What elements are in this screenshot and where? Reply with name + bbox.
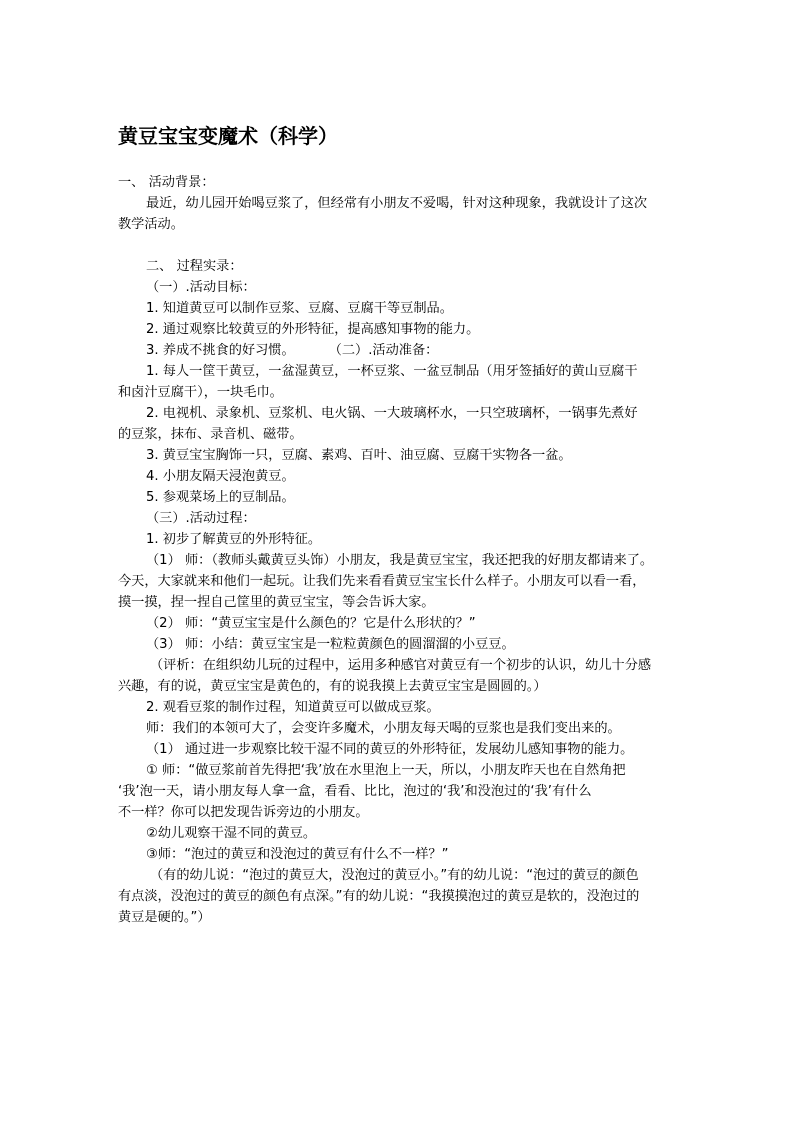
paragraph-line: ②幼儿观察干湿不同的黄豆。: [146, 826, 317, 841]
list-item: 3. 养成不挑食的好习惯。: [146, 343, 295, 358]
paragraph-line: （有的幼儿说：“泡过的黄豆大，没泡过的黄豆小。”有的幼儿说：“泡过的黄豆的颜色: [150, 868, 639, 883]
list-item: 1. 知道黄豆可以制作豆浆、豆腐、豆腐干等豆制品。: [146, 301, 453, 316]
subsection-heading-goals: （一）.活动目标：: [146, 280, 256, 295]
paragraph-line: ① 师：“做豆浆前首先得把‘我’放在水里泡上一天，所以，小朋友昨天也在自然角把: [146, 763, 626, 778]
paragraph-line: （2） 师：“黄豆宝宝是什么颜色的？它是什么形状的？”: [146, 616, 476, 631]
paragraph-line: 最近，幼儿园开始喝豆浆了，但经常有小朋友不爱喝，针对这种现象，我就设计了这次: [146, 196, 648, 211]
list-item: 2. 电视机、录象机、豆浆机、电火锅、一大玻璃杯水，一只空玻璃杯，一锅事先煮好: [146, 406, 638, 421]
list-item-with-heading: [118, 340, 680, 361]
subsection-heading-preparation: （二）.活动准备：: [328, 343, 439, 358]
paragraph-line: 不一样？你可以把发现告诉旁边的小朋友。: [118, 805, 369, 820]
list-item: 5. 参观菜场上的豆制品。: [146, 490, 295, 505]
paragraph-line: 有点淡，没泡过的黄豆的颜色有点深。”有的幼儿说：“我摸摸泡过的黄豆是软的，没泡过的: [118, 889, 640, 904]
section-heading-background: 一、 活动背景：: [118, 175, 215, 190]
paragraph-line: （1） 师：（教师头戴黄豆头饰）小朋友，我是黄豆宝宝，我还把我的好朋友都请来了。: [146, 553, 654, 568]
list-item: 4. 小朋友隔天浸泡黄豆。: [146, 469, 295, 484]
paragraph-line: （3） 师：小结：黄豆宝宝是一粒粒黄颜色的圆溜溜的小豆豆。: [146, 637, 515, 652]
paragraph-line: 教学活动。: [118, 217, 184, 232]
section-heading-process: 二、 过程实录：: [146, 259, 243, 274]
list-item: 1. 初步了解黄豆的外形特征。: [146, 532, 322, 547]
paragraph-line: 的豆浆，抹布、录音机、磁带。: [118, 427, 303, 442]
comment-line: （评析：在组织幼儿玩的过程中，运用多种感官对黄豆有一个初步的认识，幼儿十分感: [150, 658, 652, 673]
paragraph-line: 师：我们的本领可大了，会变许多魔术，小朋友每天喝的豆浆也是我们变出来的。: [146, 721, 621, 736]
paragraph-line: 黄豆是硬的。”）: [118, 910, 211, 925]
paragraph-line: 和卤汁豆腐干），一块毛巾。: [118, 385, 283, 400]
list-item: 2. 通过观察比较黄豆的外形特征，提高感知事物的能力。: [146, 322, 480, 337]
paragraph-line: （1） 通过进一步观察比较干湿不同的黄豆的外形特征，发展幼儿感知事物的能力。: [146, 742, 634, 757]
paragraph-line: ‘我’泡一天，请小朋友每人拿一盒，看看、比比，泡过的‘我’和没泡过的‘我’有什么: [118, 784, 592, 799]
list-item: 3. 黄豆宝宝胸饰一只，豆腐、素鸡、百叶、油豆腐、豆腐干实物各一盆。: [146, 448, 572, 463]
list-item: 1. 每人一筐干黄豆，一盆湿黄豆，一杯豆浆、一盆豆制品（用牙签插好的黄山豆腐干: [146, 364, 638, 379]
comment-line: 兴趣，有的说，黄豆宝宝是黄色的，有的说我摸上去黄豆宝宝是圆圆的。）: [118, 679, 547, 694]
paragraph-line: 今天，大家就来和他们一起玩。让我们先来看看黄豆宝宝长什么样子。小朋友可以看一看，: [118, 574, 646, 589]
paragraph-line: 摸一摸，捏一捏自己筐里的黄豆宝宝，等会告诉大家。: [118, 595, 435, 610]
paragraph-line: ③师：“泡过的黄豆和没泡过的黄豆有什么不一样？”: [146, 847, 449, 862]
blank-line: [118, 235, 680, 256]
document-body: [118, 172, 680, 928]
list-item: 2. 观看豆浆的制作过程，知道黄豆可以做成豆浆。: [146, 700, 440, 715]
document-title: 黄豆宝宝变魔术（科学）: [118, 124, 338, 148]
subsection-heading-procedure: （三）.活动过程：: [146, 511, 256, 526]
